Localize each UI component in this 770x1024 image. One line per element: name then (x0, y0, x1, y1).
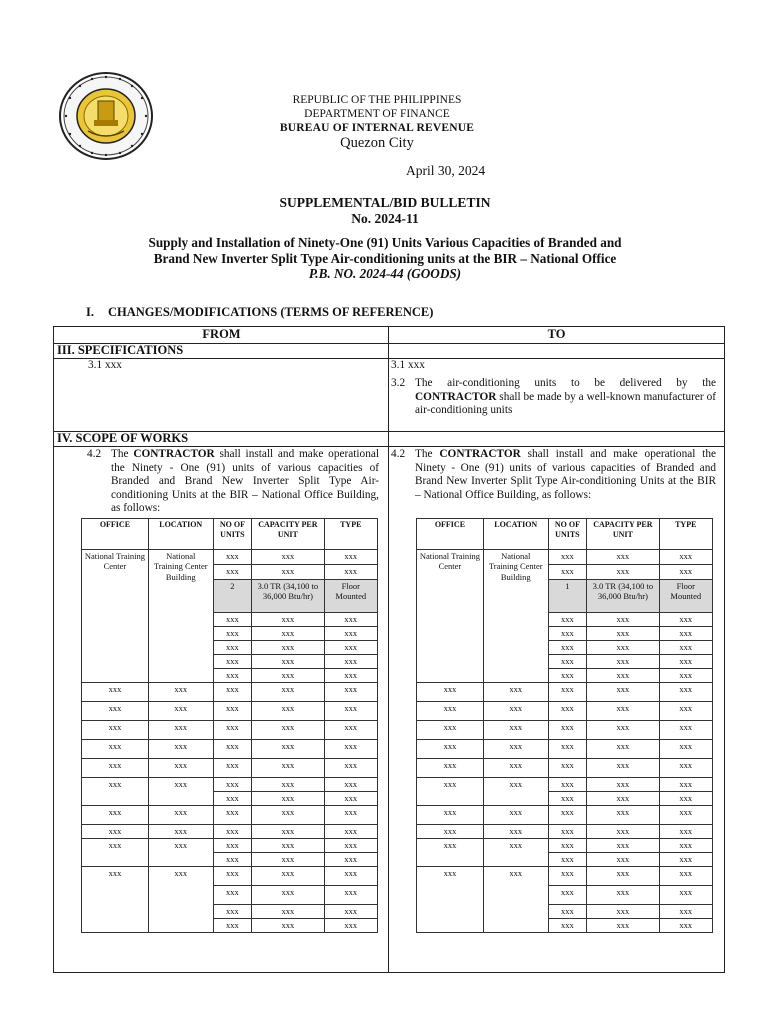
units-cell: xxx (548, 886, 587, 905)
capacity-cell: xxx (252, 853, 324, 867)
units-cell: xxx (548, 867, 587, 886)
units-cell: xxx (213, 839, 252, 853)
location-cell: xxx (148, 778, 213, 806)
spec-to-item-2-bold: CONTRACTOR (415, 390, 497, 403)
type-cell: xxx (324, 550, 377, 565)
spec-to-item-2-post: shall be made by a well-known manufacturer of air-conditioning units (415, 390, 716, 417)
section-title: CHANGES/MODIFICATIONS (TERMS OF REFERENCE) (108, 305, 434, 319)
column-header: TYPE (659, 519, 712, 550)
table-row (417, 778, 713, 792)
capacity-cell: xxx (587, 792, 659, 806)
location-cell: National Training Center Building (148, 550, 213, 683)
capacity-cell: xxx (252, 565, 324, 580)
units-cell: xxx (548, 683, 587, 702)
type-cell: xxx (324, 613, 377, 627)
capacity-cell: xxx (252, 683, 324, 702)
units-cell: xxx (213, 627, 252, 641)
units-cell: xxx (548, 919, 587, 933)
location-cell: xxx (148, 867, 213, 933)
subject-line-2: Brand New Inverter Split Type Air-conditioning units at the BIR – National Office (153, 251, 617, 266)
units-cell: 1 (548, 580, 587, 613)
units-cell: xxx (213, 919, 252, 933)
office-cell: National Training Center (82, 550, 149, 683)
office-cell: xxx (82, 721, 149, 740)
column-header: NO OF UNITS (548, 519, 587, 550)
scope-to-contractor: CONTRACTOR (439, 448, 521, 460)
type-cell: xxx (659, 669, 712, 683)
type-cell: xxx (659, 867, 712, 886)
capacity-cell: xxx (587, 565, 659, 580)
office-cell: xxx (417, 825, 484, 839)
location-cell: xxx (483, 740, 548, 759)
units-cell: xxx (213, 655, 252, 669)
capacity-cell: xxx (252, 655, 324, 669)
location-cell: xxx (483, 683, 548, 702)
type-cell: xxx (324, 905, 377, 919)
capacity-cell: 3.0 TR (34,100 to 36,000 Btu/hr) (252, 580, 324, 613)
table-row (417, 867, 713, 886)
capacity-cell: xxx (252, 919, 324, 933)
units-cell: xxx (213, 886, 252, 905)
units-cell: xxx (213, 825, 252, 839)
location-cell: xxx (483, 759, 548, 778)
type-cell: xxx (659, 853, 712, 867)
units-cell: xxx (213, 806, 252, 825)
type-cell: xxx (324, 867, 377, 886)
capacity-cell: xxx (587, 641, 659, 655)
type-cell: xxx (324, 759, 377, 778)
office-cell: xxx (82, 867, 149, 933)
office-cell: xxx (82, 778, 149, 806)
type-cell: xxx (324, 655, 377, 669)
type-cell: xxx (659, 721, 712, 740)
units-cell: xxx (548, 839, 587, 853)
office-cell: xxx (417, 740, 484, 759)
column-divider (388, 327, 389, 972)
units-cell: xxx (548, 655, 587, 669)
office-cell: xxx (417, 778, 484, 806)
spec-to-item-1: 3.1 xxx (391, 359, 425, 371)
type-cell: xxx (324, 627, 377, 641)
office-cell: xxx (82, 683, 149, 702)
table-row (82, 702, 378, 721)
row-divider (54, 446, 724, 447)
capacity-cell: xxx (587, 759, 659, 778)
office-cell: xxx (417, 702, 484, 721)
office-cell: xxx (82, 740, 149, 759)
type-cell: xxx (659, 565, 712, 580)
type-cell: xxx (659, 919, 712, 933)
office-cell: xxx (82, 759, 149, 778)
column-header: CAPACITY PER UNIT (252, 519, 324, 550)
office-cell: xxx (417, 683, 484, 702)
type-cell: xxx (659, 550, 712, 565)
capacity-cell: xxx (252, 627, 324, 641)
capacity-cell: xxx (587, 702, 659, 721)
capacity-cell: xxx (252, 806, 324, 825)
type-cell: xxx (659, 886, 712, 905)
office-cell: xxx (417, 721, 484, 740)
table-row (417, 825, 713, 839)
capacity-cell: xxx (587, 550, 659, 565)
column-header: LOCATION (483, 519, 548, 550)
capacity-cell: xxx (587, 839, 659, 853)
units-cell: xxx (213, 550, 252, 565)
type-cell: xxx (659, 778, 712, 792)
spec-to-item-2-pre: The air-conditioning units to be delivered by the (415, 377, 716, 389)
location-cell: xxx (148, 740, 213, 759)
capacity-cell: xxx (252, 839, 324, 853)
units-cell: xxx (213, 613, 252, 627)
scope-from-number: 4.2 (87, 448, 102, 460)
type-cell: xxx (324, 919, 377, 933)
type-cell: xxx (324, 740, 377, 759)
capacity-cell: xxx (587, 683, 659, 702)
capacity-cell: xxx (587, 905, 659, 919)
units-cell: 2 (213, 580, 252, 613)
units-cell: xxx (548, 825, 587, 839)
office-cell: xxx (417, 839, 484, 867)
location-cell: xxx (148, 839, 213, 867)
type-cell: xxx (659, 683, 712, 702)
location-cell: xxx (148, 721, 213, 740)
capacity-cell: xxx (587, 721, 659, 740)
scope-to-rest: shall install and make operational the Ninety - One (91) units of various capacities of Branded and Brand New Inverter Split Type Air-conditioning Units at the BIR – National Office Building, as follows: (415, 448, 716, 501)
capacity-cell: xxx (587, 669, 659, 683)
units-cell: xxx (548, 721, 587, 740)
office-cell: xxx (82, 806, 149, 825)
department-heading: DEPARTMENT OF FINANCE (304, 108, 450, 120)
table-row (82, 759, 378, 778)
capacity-cell: xxx (252, 778, 324, 792)
type-cell: xxx (659, 839, 712, 853)
capacity-cell: xxx (587, 778, 659, 792)
type-cell: xxx (659, 641, 712, 655)
capacity-cell: xxx (587, 853, 659, 867)
type-cell: xxx (324, 806, 377, 825)
office-cell: xxx (417, 806, 484, 825)
capacity-cell: xxx (587, 867, 659, 886)
table-row (82, 683, 378, 702)
column-header: TYPE (324, 519, 377, 550)
table-row (417, 721, 713, 740)
column-header: CAPACITY PER UNIT (587, 519, 659, 550)
table-row (82, 721, 378, 740)
capacity-cell: xxx (252, 669, 324, 683)
table-row (82, 806, 378, 825)
document-date: April 30, 2024 (406, 163, 486, 178)
location-cell: xxx (483, 806, 548, 825)
republic-heading: REPUBLIC OF THE PHILIPPINES (292, 94, 462, 106)
units-cell: xxx (548, 792, 587, 806)
units-cell: xxx (213, 792, 252, 806)
to-column-header: TO (547, 327, 566, 341)
units-cell: xxx (548, 627, 587, 641)
section-number: I. (86, 305, 94, 319)
capacity-cell: xxx (252, 792, 324, 806)
capacity-cell: 3.0 TR (34,100 to 36,000 Btu/hr) (587, 580, 659, 613)
units-cell: xxx (548, 669, 587, 683)
units-cell: xxx (213, 778, 252, 792)
type-cell: Floor Mounted (324, 580, 377, 613)
table-row (82, 825, 378, 839)
capacity-cell: xxx (587, 613, 659, 627)
units-cell: xxx (213, 565, 252, 580)
type-cell: xxx (324, 702, 377, 721)
units-cell: xxx (213, 867, 252, 886)
scope-from-text (111, 448, 379, 516)
units-cell: xxx (548, 806, 587, 825)
location-cell: xxx (148, 702, 213, 721)
type-cell: xxx (324, 886, 377, 905)
location-cell: xxx (483, 702, 548, 721)
capacity-cell: xxx (252, 641, 324, 655)
table-row (82, 839, 378, 853)
location-cell: xxx (483, 825, 548, 839)
bir-seal-logo (58, 71, 154, 161)
capacity-cell: xxx (252, 721, 324, 740)
table-row (82, 550, 378, 565)
spec-from-item: 3.1 xxx (88, 359, 122, 371)
office-cell: xxx (82, 825, 149, 839)
table-row (417, 550, 713, 565)
type-cell: xxx (324, 792, 377, 806)
city: Quezon City (340, 135, 414, 151)
units-cell: xxx (213, 641, 252, 655)
column-header: OFFICE (82, 519, 149, 550)
units-cell: xxx (213, 669, 252, 683)
type-cell: xxx (324, 778, 377, 792)
capacity-cell: xxx (252, 905, 324, 919)
table-row (417, 759, 713, 778)
location-cell: xxx (148, 806, 213, 825)
capacity-cell: xxx (252, 550, 324, 565)
scope-to-text (415, 448, 716, 502)
specifications-heading: III. SPECIFICATIONS (57, 343, 184, 357)
capacity-cell: xxx (252, 759, 324, 778)
spec-to-item-2-number: 3.2 (391, 377, 406, 389)
scope-to-the: The (415, 448, 433, 460)
units-cell: xxx (548, 759, 587, 778)
units-cell: xxx (213, 759, 252, 778)
capacity-cell: xxx (587, 740, 659, 759)
type-cell: xxx (324, 825, 377, 839)
units-cell: xxx (213, 740, 252, 759)
scope-from-the: The (111, 448, 129, 460)
scope-to-number: 4.2 (391, 448, 406, 460)
section-heading (86, 305, 433, 320)
capacity-cell: xxx (252, 613, 324, 627)
capacity-cell: xxx (252, 825, 324, 839)
type-cell: xxx (659, 825, 712, 839)
from-column-header: FROM (202, 327, 241, 341)
column-header: OFFICE (417, 519, 484, 550)
units-cell: xxx (213, 702, 252, 721)
capacity-cell: xxx (587, 806, 659, 825)
bulletin-title: SUPPLEMENTAL/BID BULLETIN (279, 195, 491, 210)
units-cell: xxx (213, 721, 252, 740)
location-cell: xxx (483, 778, 548, 806)
capacity-cell: xxx (252, 867, 324, 886)
capacity-cell: xxx (587, 886, 659, 905)
type-cell: xxx (659, 702, 712, 721)
capacity-cell: xxx (587, 655, 659, 669)
capacity-cell: xxx (587, 627, 659, 641)
column-header: LOCATION (148, 519, 213, 550)
units-cell: xxx (548, 613, 587, 627)
location-cell: xxx (483, 721, 548, 740)
table-row (417, 839, 713, 853)
type-cell: xxx (659, 613, 712, 627)
units-cell: xxx (548, 641, 587, 655)
row-divider (54, 358, 724, 359)
type-cell: xxx (659, 905, 712, 919)
type-cell: xxx (324, 839, 377, 853)
scope-from-rest: shall install and make operational the Ninety - One (91) units of various capacities of Branded and Brand New Inverter Split Type Air-conditioning Units at the BIR – National Office Building, as follows: (111, 448, 379, 515)
capacity-cell: xxx (587, 825, 659, 839)
units-cell: xxx (548, 565, 587, 580)
type-cell: xxx (324, 669, 377, 683)
units-cell: xxx (213, 905, 252, 919)
table-row (417, 683, 713, 702)
table-row (82, 867, 378, 886)
type-cell: xxx (324, 721, 377, 740)
type-cell: xxx (324, 853, 377, 867)
subject-line-1: Supply and Installation of Ninety-One (91) Units Various Capacities of Branded and (148, 235, 622, 250)
location-cell: National Training Center Building (483, 550, 548, 683)
bulletin-number: No. 2024-11 (351, 211, 419, 226)
from-units-table (81, 518, 378, 933)
table-header-row (417, 519, 713, 550)
units-cell: xxx (548, 550, 587, 565)
scope-from-contractor: CONTRACTOR (133, 448, 215, 460)
pb-number: P.B. NO. 2024-44 (GOODS) (308, 266, 462, 281)
units-cell: xxx (213, 683, 252, 702)
to-units-table (416, 518, 713, 933)
units-cell: xxx (213, 853, 252, 867)
table-row (82, 740, 378, 759)
type-cell: xxx (659, 792, 712, 806)
type-cell: xxx (659, 627, 712, 641)
column-header: NO OF UNITS (213, 519, 252, 550)
type-cell: xxx (659, 759, 712, 778)
table-row (417, 806, 713, 825)
table-header-row (82, 519, 378, 550)
type-cell: xxx (324, 565, 377, 580)
type-cell: xxx (659, 655, 712, 669)
table-row (417, 740, 713, 759)
units-cell: xxx (548, 778, 587, 792)
office-cell: National Training Center (417, 550, 484, 683)
location-cell: xxx (148, 825, 213, 839)
spec-to-item-2 (415, 377, 716, 418)
type-cell: Floor Mounted (659, 580, 712, 613)
capacity-cell: xxx (252, 886, 324, 905)
capacity-cell: xxx (252, 740, 324, 759)
table-row (82, 778, 378, 792)
units-cell: xxx (548, 905, 587, 919)
office-cell: xxx (82, 702, 149, 721)
units-cell: xxx (548, 853, 587, 867)
location-cell: xxx (483, 867, 548, 933)
type-cell: xxx (324, 683, 377, 702)
capacity-cell: xxx (252, 702, 324, 721)
location-cell: xxx (148, 759, 213, 778)
capacity-cell: xxx (587, 919, 659, 933)
type-cell: xxx (659, 740, 712, 759)
units-cell: xxx (548, 702, 587, 721)
scope-heading: IV. SCOPE OF WORKS (57, 431, 189, 445)
bureau-heading: BUREAU OF INTERNAL REVENUE (279, 122, 475, 134)
table-row (417, 702, 713, 721)
location-cell: xxx (483, 839, 548, 867)
type-cell: xxx (324, 641, 377, 655)
office-cell: xxx (417, 759, 484, 778)
units-cell: xxx (548, 740, 587, 759)
type-cell: xxx (659, 806, 712, 825)
office-cell: xxx (417, 867, 484, 933)
office-cell: xxx (82, 839, 149, 867)
location-cell: xxx (148, 683, 213, 702)
